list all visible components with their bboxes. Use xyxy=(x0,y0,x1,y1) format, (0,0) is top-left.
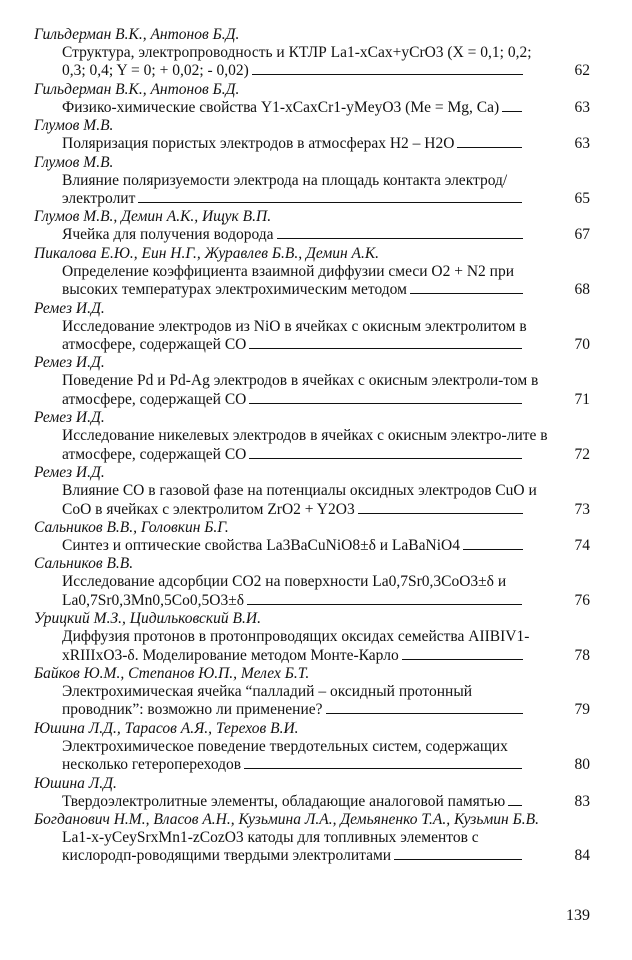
entry-row xyxy=(34,793,590,811)
entry-authors: Урицкий М.З., Цидильковский В.И. xyxy=(34,610,261,628)
entry-authors: Глумов М.В., Демин А.К., Ищук В.П. xyxy=(34,208,272,226)
dot-leader xyxy=(277,237,523,239)
entry-row xyxy=(34,537,590,555)
entry-title-text: Исследование никелевых электродов в ячейках с окисным электро-лите в атмосфере, содержащей CO xyxy=(62,427,548,463)
entry-authors: Ремез И.Д. xyxy=(34,299,105,317)
toc-entry xyxy=(34,117,590,153)
toc-entry xyxy=(34,81,590,117)
entry-title xyxy=(62,628,550,665)
entry-row xyxy=(34,683,590,720)
toc-entry xyxy=(34,154,590,209)
entry-title-text: Определение коэффициента взаимной диффузии смеси O2 + N2 при высоких температурах электрохимическим методом xyxy=(62,262,515,299)
toc-entry xyxy=(34,775,590,811)
entry-authors: Богданович Н.М., Власов А.Н., Кузьмина Л.А., Демьяненко Т.А., Кузьмин Б.В. xyxy=(34,810,539,828)
entry-authors: Глумов М.В. xyxy=(34,117,114,135)
entry-page-number: 62 xyxy=(574,62,590,80)
toc-entry xyxy=(34,464,590,519)
entry-authors: Гильдерман В.К., Антонов Б.Д. xyxy=(34,80,240,98)
entry-authors: Ремез И.Д. xyxy=(34,409,105,427)
entry-authors: Сальников В.В. xyxy=(34,555,134,573)
dot-leader xyxy=(394,858,522,860)
entry-row xyxy=(34,172,590,209)
entry-page-number: 73 xyxy=(574,500,590,518)
entry-title xyxy=(62,135,550,153)
entry-row xyxy=(34,738,590,775)
entry-title-text: Поведение Pd и Pd-Ag электродов в ячейках с окисным электроли-том в атмосфере, содержащей CO xyxy=(62,372,539,408)
entry-title xyxy=(62,683,550,720)
entry-title xyxy=(62,738,550,775)
entry-title-text: Электрохимическая ячейка “палладий – оксидный протонный проводник”: возможно ли применение? xyxy=(62,682,473,719)
dot-leader xyxy=(410,292,523,294)
toc-entry xyxy=(34,245,590,300)
entry-row xyxy=(34,318,590,355)
entry-authors: Пикалова Е.Ю., Еин Н.Г., Журавлев Б.В., Демин А.К. xyxy=(34,244,380,262)
entry-title-text: Структура, электропроводность и КТЛР La1-xCax+yCrO3 (X = 0,1; 0,2; 0,3; 0,4; Y = 0; + 0,02; - 0,02) xyxy=(62,44,532,80)
entry-title xyxy=(62,573,550,610)
entry-title xyxy=(62,372,550,409)
dot-leader xyxy=(402,658,523,660)
entry-row xyxy=(34,829,590,866)
entry-title xyxy=(62,537,550,555)
entry-page-number: 71 xyxy=(574,390,590,408)
dot-leader xyxy=(244,767,522,769)
entry-row xyxy=(34,263,590,300)
entry-page-number: 78 xyxy=(574,646,590,664)
dot-leader xyxy=(502,110,522,112)
entry-title xyxy=(62,482,550,519)
entry-page-number: 68 xyxy=(574,281,590,299)
entry-authors: Юшина Л.Д. xyxy=(34,774,117,792)
entry-row xyxy=(34,427,590,464)
toc-entry xyxy=(34,555,590,610)
entry-page-number: 84 xyxy=(574,847,590,865)
page-number: 139 xyxy=(566,907,590,924)
dot-leader xyxy=(138,201,522,203)
entry-title xyxy=(62,263,550,300)
toc-entry xyxy=(34,409,590,464)
dot-leader xyxy=(457,146,522,148)
entry-title-text: Электрохимическое поведение твердотельных систем, содержащих несколько гетеропереходов xyxy=(62,737,508,774)
entry-row xyxy=(34,482,590,519)
entry-page-number: 63 xyxy=(574,98,590,116)
toc-entry xyxy=(34,208,590,244)
entry-title-text: Синтез и оптические свойства La3BaCuNiO8±δ и LaBaNiO4 xyxy=(62,536,460,554)
entry-page-number: 72 xyxy=(574,445,590,463)
entry-row xyxy=(34,99,590,117)
dot-leader xyxy=(463,548,523,550)
toc-entry xyxy=(34,610,590,665)
entry-row xyxy=(34,226,590,244)
entry-page-number: 76 xyxy=(574,591,590,609)
toc-entry xyxy=(34,354,590,409)
entry-title xyxy=(62,829,550,866)
entry-row xyxy=(34,44,590,81)
entry-title xyxy=(62,427,550,464)
entry-row xyxy=(34,135,590,153)
entry-title-text: Исследование электродов из NiO в ячейках с окисным электролитом в атмосфере, содержащей CO xyxy=(62,317,527,354)
entry-title xyxy=(62,44,550,81)
entry-authors: Сальников В.В., Головкин Б.Г. xyxy=(34,518,229,536)
entry-page-number: 79 xyxy=(574,701,590,719)
entry-authors: Юшина Л.Д., Тарасов А.Я., Терехов В.И. xyxy=(34,719,299,737)
dot-leader xyxy=(508,804,522,806)
entry-title-text: Твердоэлектролитные элементы, обладающие аналоговой памятью xyxy=(62,792,506,810)
entry-page-number: 70 xyxy=(574,336,590,354)
entry-page-number: 63 xyxy=(574,135,590,153)
entry-title-text: Влияние поляризуемости электрода на площадь контакта электрод/ электролит xyxy=(62,171,508,208)
entry-row xyxy=(34,573,590,610)
dot-leader xyxy=(326,712,523,714)
entry-row xyxy=(34,372,590,409)
dot-leader xyxy=(249,457,522,459)
entry-title-text: Физико-химические свойства Y1-xCaxCr1-yMeyO3 (Me = Mg, Ca) xyxy=(62,98,500,116)
entry-page-number: 83 xyxy=(574,792,590,810)
dot-leader xyxy=(249,347,522,349)
entry-row xyxy=(34,628,590,665)
entry-title-text: Ячейка для получения водорода xyxy=(62,226,274,244)
toc-entry xyxy=(34,26,590,81)
entry-title-text: Влияние CO в газовой фазе на потенциалы оксидных электродов CuO и CoO в ячейках с электролитом ZrO2 + Y2O3 xyxy=(62,482,537,518)
entry-page-number: 80 xyxy=(574,756,590,774)
entry-title-text: Диффузия протонов в протонпроводящих оксидах семейства AIIBIV1-xRIIIxO3-δ. Моделирование методом Монте-Карло xyxy=(62,628,530,664)
toc-entry xyxy=(34,720,590,775)
dot-leader xyxy=(247,603,522,605)
entry-title xyxy=(62,318,550,355)
entry-page-number: 74 xyxy=(574,536,590,554)
entry-title xyxy=(62,226,550,244)
table-of-contents xyxy=(34,26,590,866)
entry-authors: Байков Ю.М., Степанов Ю.П., Мелех Б.Т. xyxy=(34,664,310,682)
entry-authors: Гильдерман В.К., Антонов Б.Д. xyxy=(34,26,240,43)
dot-leader xyxy=(252,73,523,75)
dot-leader xyxy=(358,512,523,514)
toc-entry xyxy=(34,519,590,555)
entry-authors: Глумов М.В. xyxy=(34,153,114,171)
entry-title xyxy=(62,793,550,811)
entry-title-text: Исследование адсорбции CO2 на поверхности La0,7Sr0,3CoO3±δ и La0,7Sr0,3Mn0,5Co0,5O3±δ xyxy=(62,573,507,609)
dot-leader xyxy=(249,402,522,404)
entry-title xyxy=(62,172,550,209)
entry-page-number: 65 xyxy=(574,190,590,208)
entry-title xyxy=(62,99,550,117)
entry-title-text: Поляризация пористых электродов в атмосферах H2 – H2O xyxy=(62,135,455,153)
toc-entry xyxy=(34,811,590,866)
entry-authors: Ремез И.Д. xyxy=(34,464,105,482)
toc-entry xyxy=(34,665,590,720)
entry-page-number: 67 xyxy=(574,226,590,244)
entry-authors: Ремез И.Д. xyxy=(34,354,105,372)
entry-title-text: La1-x-yCeySrxMn1-zCozO3 катоды для топливных элементов с кислородп-роводящими твердыми электролитами xyxy=(62,828,479,865)
toc-entry xyxy=(34,300,590,355)
